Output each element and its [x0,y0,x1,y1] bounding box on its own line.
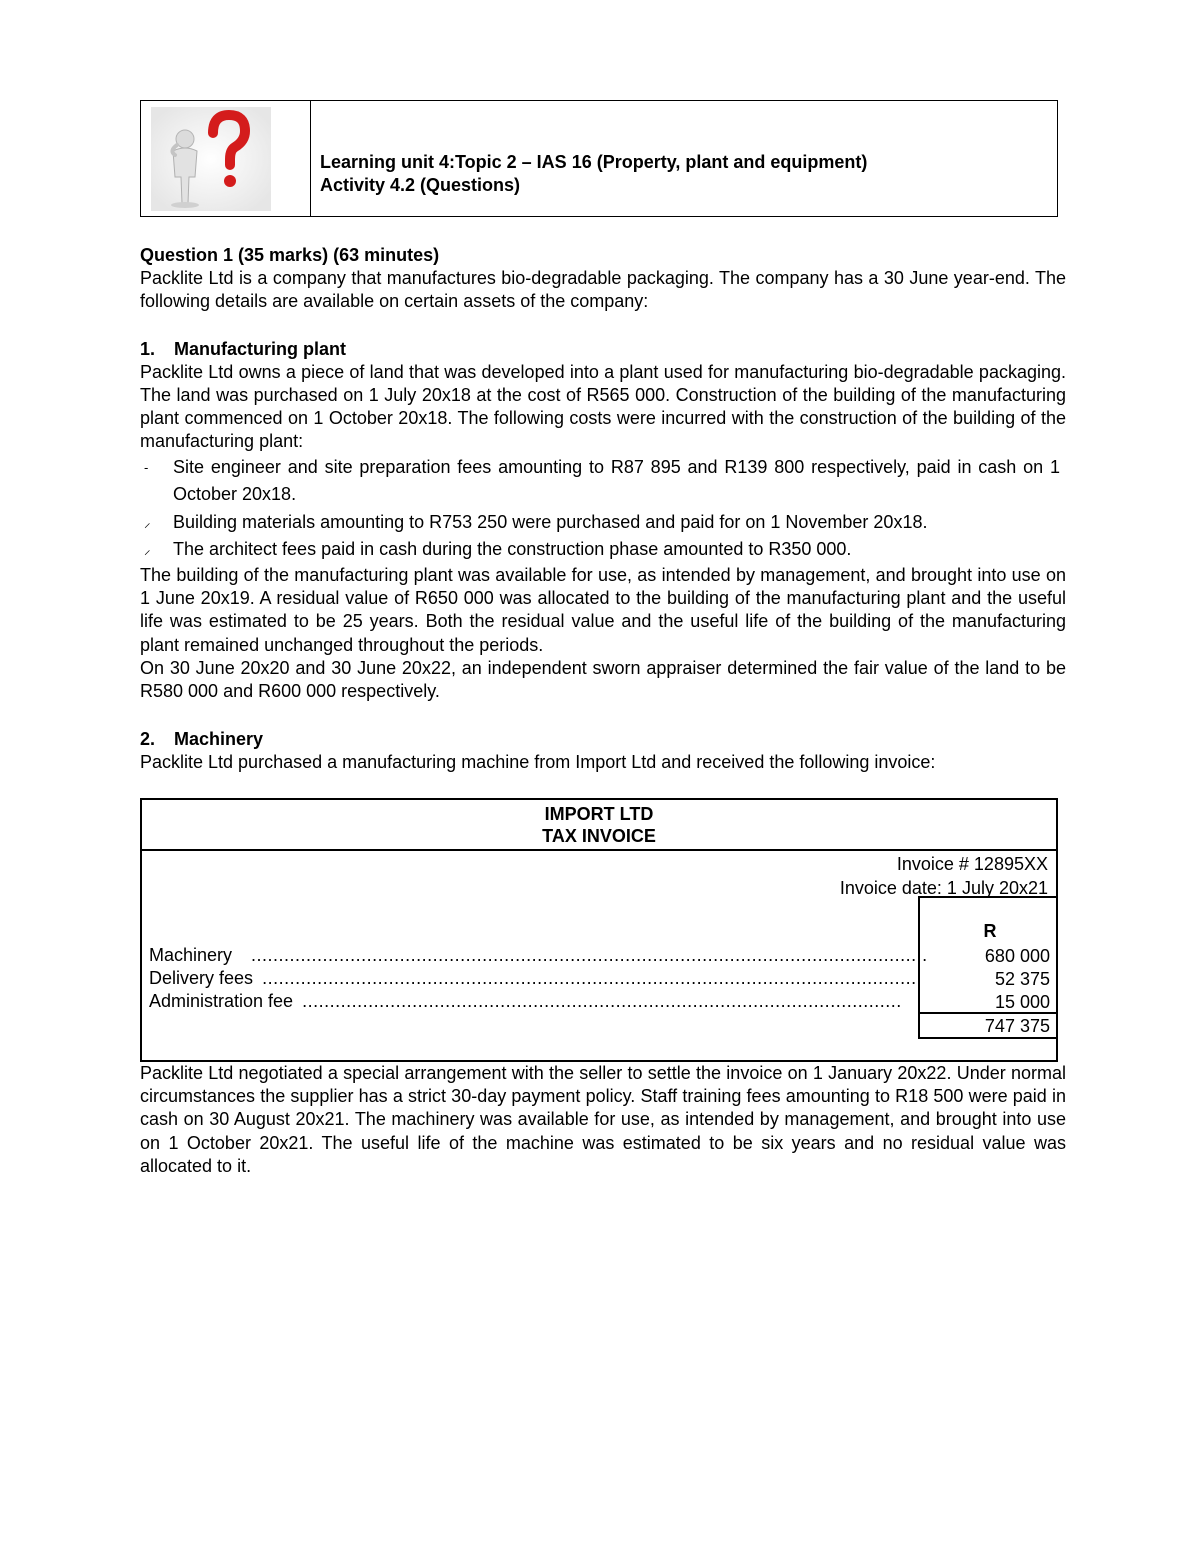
question-person-icon [151,107,271,211]
invoice-meta [840,852,1048,900]
question-title: Question 1 (35 marks) (63 minutes) [140,245,440,265]
invoice-total: 747 375 [984,1015,1050,1036]
list-item: ⸝ Building materials amounting to R753 250 were purchased and paid for on 1 November 20x18. [140,509,1066,537]
machinery-paragraph-2: Packlite Ltd negotiated a special arrangement with the seller to settle the invoice on 1 January 20x22. Under normal circumstances the supplier has a strict 30-day payment policy. Staff training fees amounting to R18 500 were paid in cash on 30 August 20x21. The machinery was available for use, as intended by management, and brought into use on 1 October 20x21. The useful life of the machine was estimated to be six years and no residual value was allocated to it. [140,1062,1066,1177]
invoice-date: Invoice date: 1 July 20x21 [839,877,1048,898]
invoice-doc-type: TAX INVOICE [542,826,656,847]
currency-label: R [983,920,997,941]
header-subtitle: Activity 4.2 (Questions) [320,175,521,195]
amount-administration: 15 000 [994,991,1050,1012]
plant-paragraph-2: The building of the manufacturing plant was available for use, as intended by management, and brought into use on 1 June 20x19. A residual value of R650 000 was allocated to the building of the manufacturing plant and the useful life was estimated to be 25 years. Both the residual value and the useful life of the building of the manufacturing plant remained unchanged throughout the periods. [140,564,1066,655]
section-title: Machinery [174,728,264,749]
cost-bullet-list [140,454,1066,564]
bullet-icon: ⸝ [144,514,151,530]
list-item: - Site engineer and site preparation fees amounting to R87 895 and R139 800 respectively, paid in cash on 1 October 20x18. [140,454,1066,509]
invoice-amount-column [918,896,1058,1039]
machinery-paragraph-1: Packlite Ltd purchased a manufacturing machine from Import Ltd and received the following invoice: [140,751,936,772]
total-rule [920,1012,1058,1014]
header-icon-cell [141,101,311,216]
invoice-line-item: Administration fee ............................................................................................................. [149,990,902,1011]
invoice-number: Invoice # 12895XX [896,853,1048,874]
document-page [140,100,1066,1178]
invoice-company: IMPORT LTD [544,803,654,824]
section-heading-machinery [140,728,1066,751]
invoice-line-item: Delivery fees ....................................................................................................................... [149,967,917,988]
header-title: Learning unit 4:Topic 2 – IAS 16 (Property, plant and equipment) [320,152,868,172]
list-item: ⸝ The architect fees paid in cash during the construction phase amounted to R350 000. [140,536,1066,564]
plant-paragraph-1: Packlite Ltd owns a piece of land that was developed into a plant used for manufacturing bio-degradable packaging. The land was purchased on 1 July 20x18 at the cost of R565 000. Construction of the building of the manufacturing plant commenced on 1 October 20x18. The following costs were incurred with the construction of the building of the manufacturing plant: [140,361,1066,452]
bullet-icon: ⸝ [144,542,151,558]
section-number: 1. [140,338,156,359]
section-title: Manufacturing plant [174,338,346,359]
bullet-icon: - [144,459,149,475]
section-heading-manufacturing-plant [140,338,1066,361]
invoice-line-item: Machinery ........................................................................................................................... [149,944,928,965]
amount-machinery: 680 000 [984,945,1050,966]
tax-invoice [140,798,1058,1062]
amount-delivery: 52 375 [994,968,1050,989]
section-number: 2. [140,728,156,749]
invoice-header [142,800,1056,851]
plant-paragraph-3: On 30 June 20x20 and 30 June 20x22, an independent sworn appraiser determined the fair value of the land to be R580 000 and R600 000 respectively. [140,657,1066,702]
header-text-cell [311,101,1057,216]
header-box [140,100,1058,217]
intro-paragraph: Packlite Ltd is a company that manufactures bio-degradable packaging. The company has a 30 June year-end. The following details are available on certain assets of the company: [140,268,1066,312]
